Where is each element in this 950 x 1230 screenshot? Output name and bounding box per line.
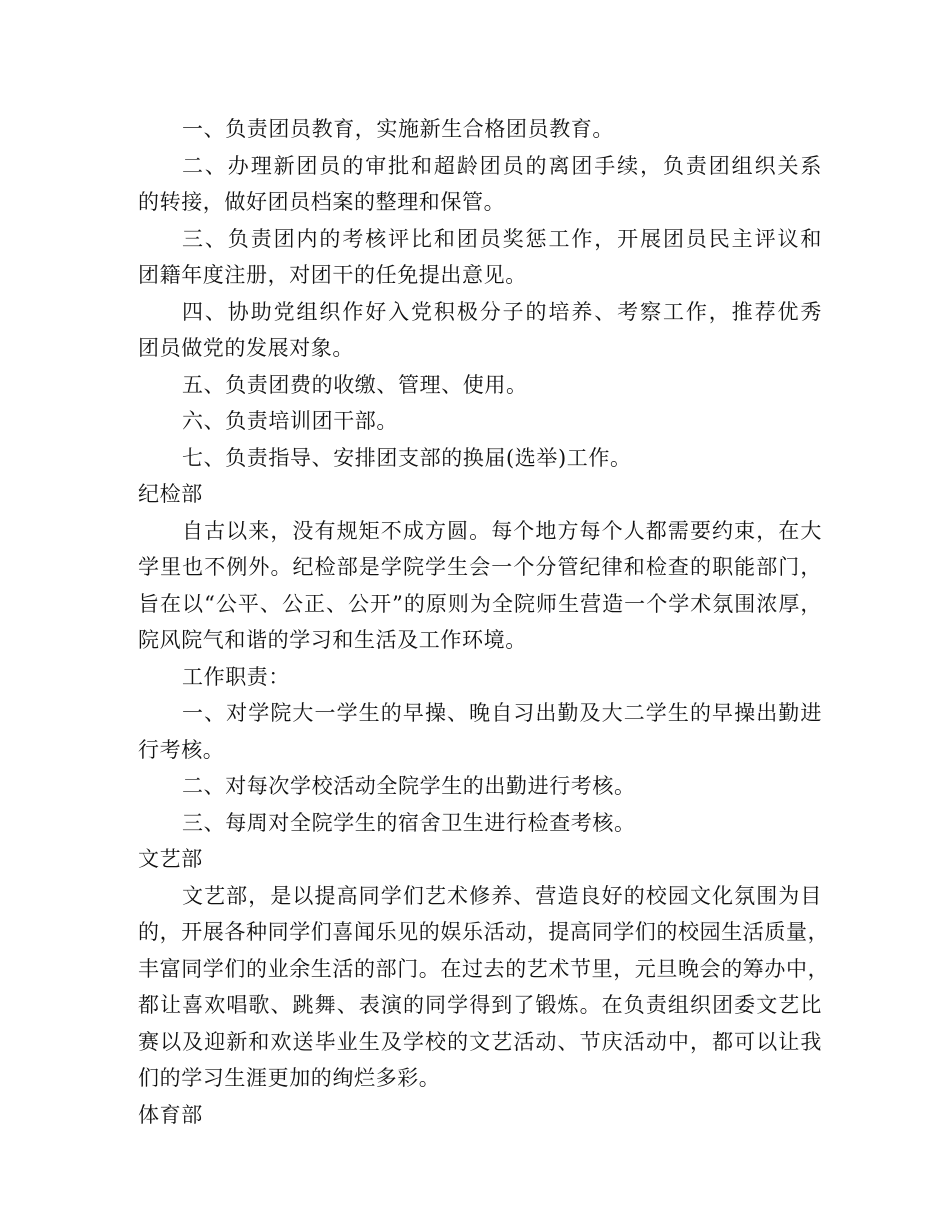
arts-paragraph-line-1: 文艺部，是以提高同学们艺术修养、营造良好的校园文化氛围为目 (182, 883, 822, 908)
discipline-intro-line-1: 自古以来，没有规矩不成方圆。每个地方每个人都需要约束，在大 (182, 518, 822, 543)
arts-paragraph-line-3: 丰富同学们的业余生活的部门。在过去的艺术节里，元旦晚会的筹办中， (138, 956, 830, 981)
duty-item-2-line-2: 的转接，做好团员档案的整理和保管。 (138, 190, 506, 214)
discipline-duty-1-line-1: 一、对学院大一学生的早操、晚自习出勤及大二学生的早操出勤进 (182, 701, 822, 725)
section-heading-sports: 体育部 (138, 1102, 203, 1127)
arts-paragraph-line-6: 们的学习生涯更加的绚烂多彩。 (138, 1066, 441, 1090)
duty-item-6: 六、负责培训团干部。 (182, 409, 398, 433)
arts-paragraph-line-4: 都让喜欢唱歌、跳舞、表演的同学得到了锻炼。在负责组织团委文艺比 (138, 993, 822, 1017)
discipline-intro-line-4: 院风院气和谐的学习和生活及工作环境。 (138, 628, 527, 652)
duty-item-1: 一、负责团员教育，实施新生合格团员教育。 (182, 117, 614, 141)
discipline-intro-line-3: 旨在以“公平、公正、公开”的原则为全院师生营造一个学术氛围浓厚， (138, 591, 822, 616)
discipline-intro-line-2: 学里也不例外。纪检部是学院学生会一个分管纪律和检查的职能部门， (138, 555, 822, 579)
duty-item-3-line-2: 团籍年度注册，对团干的任免提出意见。 (138, 263, 527, 287)
section-heading-discipline: 纪检部 (138, 482, 203, 506)
discipline-duty-2: 二、对每次学校活动全院学生的出勤进行考核。 (182, 774, 636, 798)
duty-item-4-line-1: 四、协助党组织作好入党积极分子的培养、考察工作，推荐优秀 (182, 299, 822, 324)
discipline-duty-3: 三、每周对全院学生的宿舍卫生进行检查考核。 (182, 810, 636, 835)
document-body (138, 111, 830, 1133)
duty-item-5: 五、负责团费的收缴、管理、使用。 (182, 372, 528, 397)
discipline-duty-1-line-2: 行考核。 (138, 737, 225, 762)
duty-item-2-line-1: 二、办理新团员的审批和超龄团员的离团手续，负责团组织关系 (182, 153, 822, 178)
section-heading-arts: 文艺部 (138, 847, 203, 871)
duty-item-7: 七、负责指导、安排团支部的换届(选举)工作。 (182, 445, 632, 470)
arts-paragraph-line-5: 赛以及迎新和欢送毕业生及学校的文艺活动、节庆活动中，都可以让我 (138, 1029, 822, 1054)
duty-item-3-line-1: 三、负责团内的考核评比和团员奖惩工作，开展团员民主评议和 (182, 226, 822, 251)
arts-paragraph-line-2: 的，开展各种同学们喜闻乐见的娱乐活动，提高同学们的校园生活质量， (138, 920, 830, 944)
discipline-duties-label: 工作职责： (182, 664, 290, 689)
duty-item-4-line-2: 团员做党的发展对象。 (138, 336, 354, 360)
